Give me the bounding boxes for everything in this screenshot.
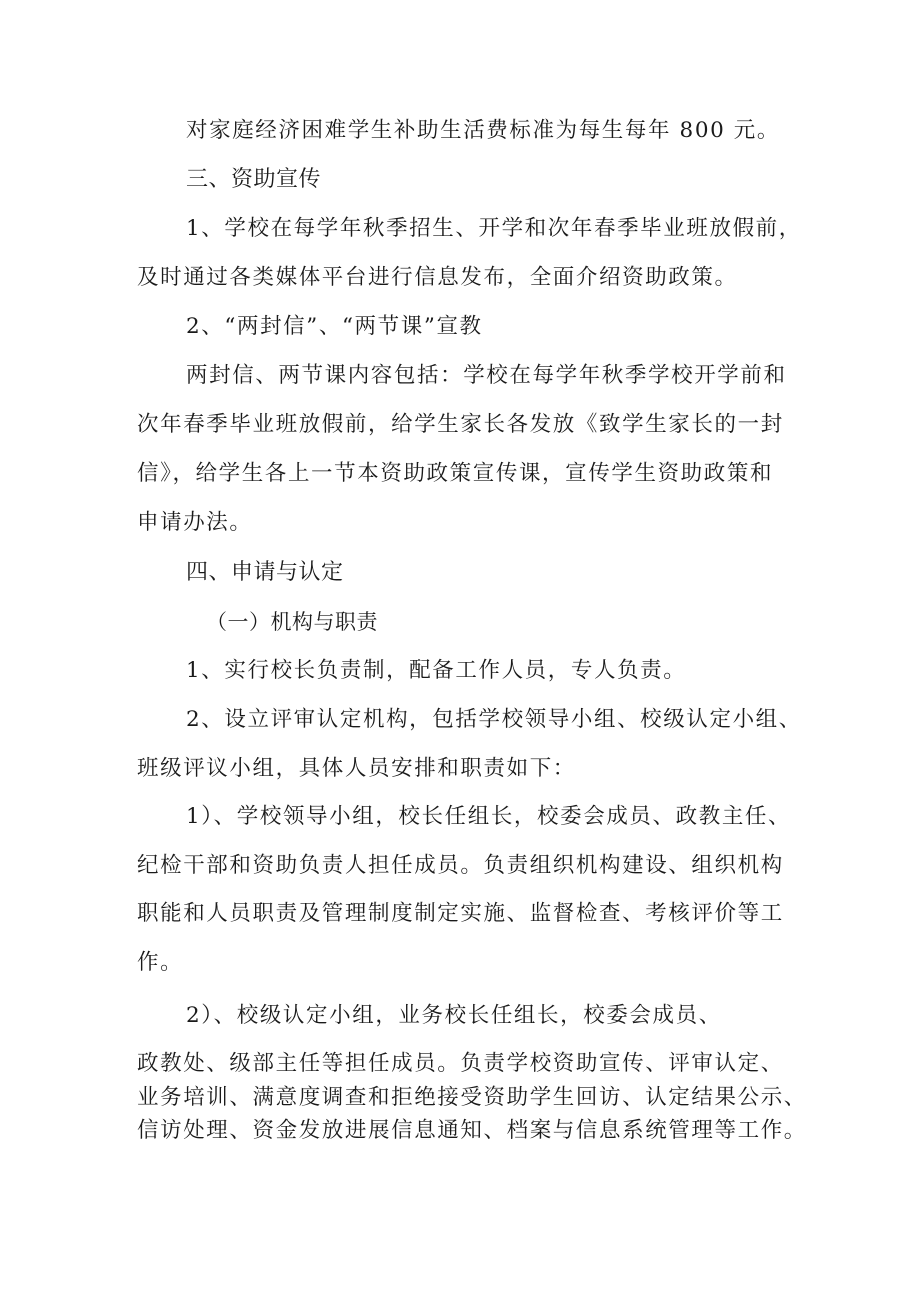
paragraph-line: 1、学校在每学年秋季招生、开学和次年春季毕业班放假前， xyxy=(186,216,802,241)
paragraph-line: 业务培训、满意度调查和拒绝接受资助学生回访、认定结果公示、 xyxy=(137,1085,807,1110)
paragraph-line: 次年春季毕业班放假前，给学生家长各发放《致学生家长的一封 xyxy=(137,412,784,437)
section-heading-publicity: 三、资助宣传 xyxy=(186,167,322,192)
paragraph-line: 纪检干部和资助负责人担任成员。负责组织机构建设、组织机构 xyxy=(137,853,784,878)
paragraph-line: 政教处、级部主任等担任成员。负责学校资助宣传、评审认定、 xyxy=(137,1051,784,1076)
paragraph-line: 1、实行校长负责制，配备工作人员，专人负责。 xyxy=(186,658,687,683)
paragraph-line: 2）、校级认定小组，业务校长任组长，校委会成员、 xyxy=(186,1003,722,1028)
paragraph-line: 信》，给学生各上一节本资助政策宣传课，宣传学生资助政策和 xyxy=(137,461,774,486)
paragraph-line: 职能和人员职责及管理制度制定实施、监督检查、考核评价等工 xyxy=(137,901,784,926)
paragraph-line: 信访处理、资金发放进展信息通知、档案与信息系统管理等工作。 xyxy=(137,1118,807,1143)
section-heading-application: 四、申请与认定 xyxy=(186,560,344,585)
paragraph-line: 作。 xyxy=(137,950,184,975)
paragraph-line: 申请办法。 xyxy=(137,510,253,535)
paragraph-line: 班级评议小组，具体人员安排和职责如下： xyxy=(137,756,576,781)
paragraph-line: 1）、学校领导小组，校长任组长，校委会成员、政教主任、 xyxy=(186,804,792,829)
paragraph-line: 2、“两封信”、“两节课”宣教 xyxy=(186,314,483,339)
paragraph-line: 对家庭经济困难学生补助生活费标准为每生每年 800 元。 xyxy=(186,118,781,143)
paragraph-line: 及时通过各类媒体平台进行信息发布，全面介绍资助政策。 xyxy=(137,265,738,290)
paragraph-line: 两封信、两节课内容包括：学校在每学年秋季学校开学前和 xyxy=(186,363,787,388)
subsection-heading-organization: （一）机构与职责 xyxy=(206,610,378,634)
paragraph-line: 2、设立评审认定机构，包括学校领导小组、校级认定小组、 xyxy=(186,707,802,732)
